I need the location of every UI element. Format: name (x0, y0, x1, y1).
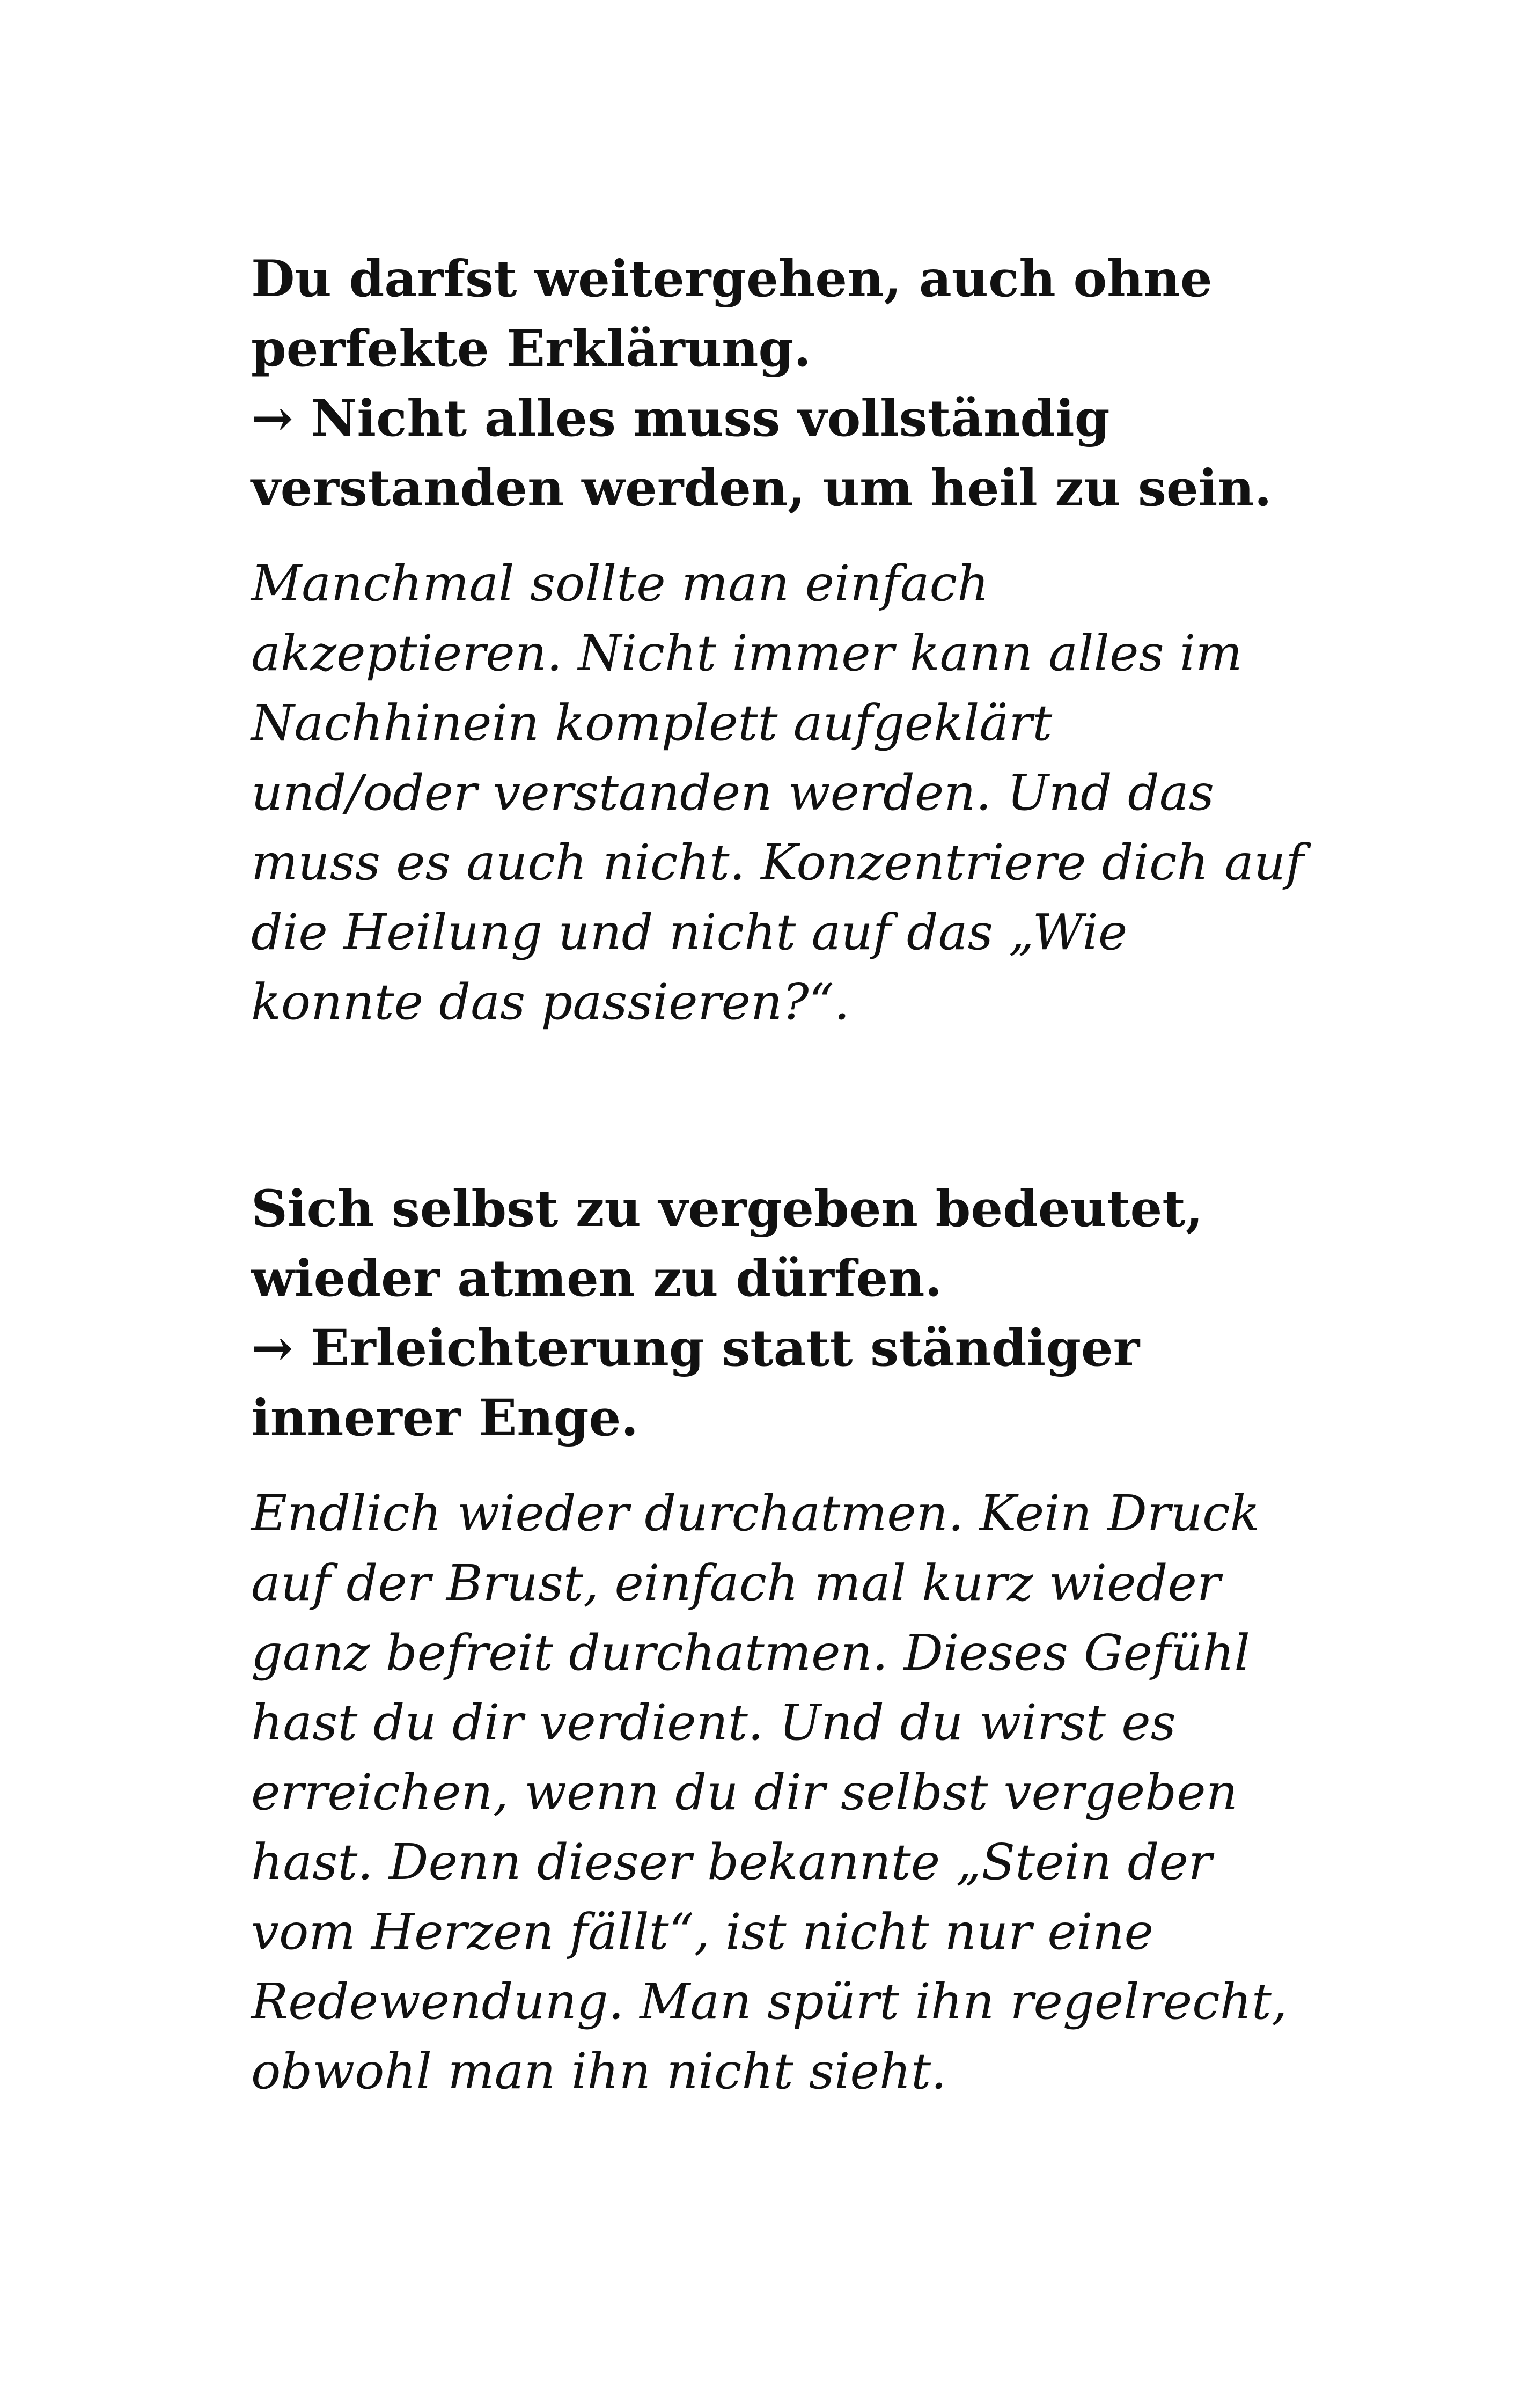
section-heading (251, 244, 1303, 523)
heading-line: Du darfst weitergehen, auch ohne (251, 249, 1213, 309)
body-line: hast. Denn dieser bekannte „Stein der (251, 1833, 1212, 1891)
heading-line: wieder atmen zu dürfen. (251, 1249, 943, 1308)
heading-line: → Erleichterung statt ständiger (251, 1319, 1140, 1378)
body-line: erreichen, wenn du dir selbst vergeben (251, 1764, 1238, 1821)
body-line: Endlich wieder durchatmen. Kein Druck (251, 1485, 1260, 1542)
section-body (251, 549, 1303, 1037)
body-line: konnte das passieren?“. (251, 973, 850, 1031)
heading-line: innerer Enge. (251, 1389, 639, 1448)
body-line: ganz befreit durchatmen. Dieses Gefühl (251, 1624, 1250, 1682)
body-line: auf der Brust, einfach mal kurz wieder (251, 1554, 1221, 1612)
section-acceptance (251, 244, 1303, 1037)
body-line: muss es auch nicht. Konzentriere dich auf (251, 834, 1304, 891)
body-line: und/oder verstanden werden. Und das (251, 764, 1214, 821)
heading-line: Sich selbst zu vergeben bedeutet, (251, 1179, 1203, 1238)
section-forgiveness (251, 1174, 1303, 2106)
body-line: obwohl man ihn nicht sieht. (251, 2043, 947, 2100)
body-line: hast du dir verdient. Und du wirst es (251, 1694, 1176, 1751)
section-heading (251, 1174, 1303, 1453)
body-line: akzeptieren. Nicht immer kann alles im (251, 625, 1243, 682)
heading-line: perfekte Erklärung. (251, 319, 811, 378)
body-line: Manchmal sollte man einfach (251, 555, 989, 612)
body-line: die Heilung und nicht auf das „Wie (251, 904, 1128, 961)
heading-line: → Nicht alles muss vollständig (251, 389, 1110, 448)
body-line: Nachhinein komplett aufgeklärt (251, 694, 1053, 752)
body-line: Redewendung. Man spürt ihn regelrecht, (251, 1973, 1288, 2030)
section-body (251, 1479, 1303, 2106)
heading-line: verstanden werden, um heil zu sein. (251, 459, 1272, 518)
body-line: vom Herzen fällt“, ist nicht nur eine (251, 1903, 1153, 1961)
